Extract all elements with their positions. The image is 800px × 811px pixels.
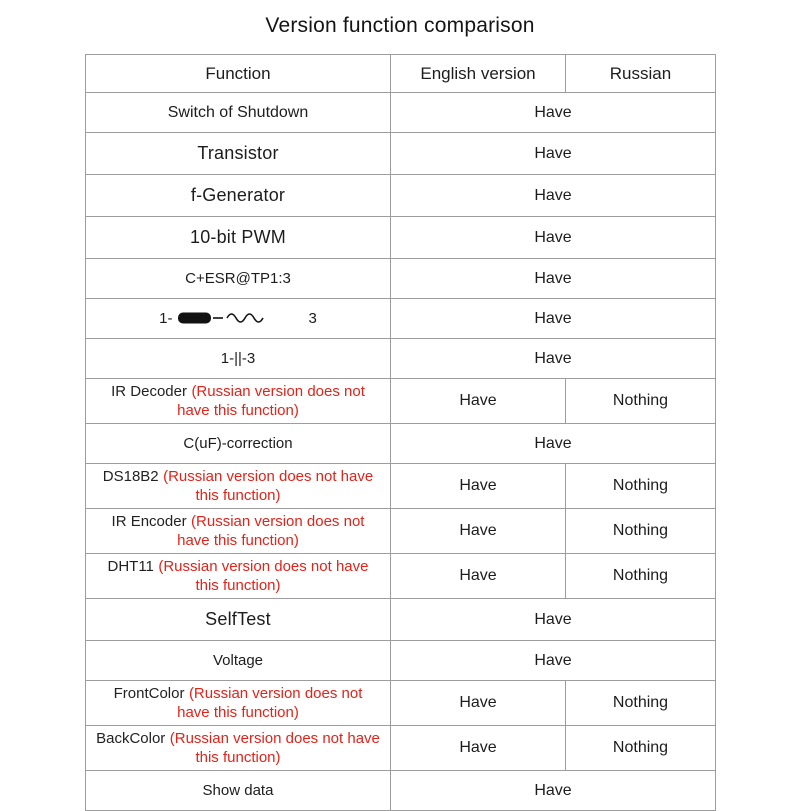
table-row xyxy=(86,339,716,379)
function-cell: SelfTest xyxy=(86,599,391,641)
russian-missing-note: (Russian version does not have this function) xyxy=(177,383,365,419)
function-name: BackColor xyxy=(96,730,166,747)
russian-missing-note: (Russian version does not have this function) xyxy=(158,558,369,594)
table-row xyxy=(86,771,716,811)
table-row xyxy=(86,681,716,726)
header-english-version: English version xyxy=(391,55,566,93)
russian-value-cell: Nothing xyxy=(566,726,716,771)
function-cell xyxy=(86,681,391,726)
russian-missing-note: (Russian version does not have this function) xyxy=(163,468,374,504)
merged-value-cell: Have xyxy=(391,771,716,811)
table-row xyxy=(86,726,716,771)
function-cell-inductor-symbol xyxy=(86,299,391,339)
function-cell xyxy=(86,379,391,424)
symbol-right-label: 3 xyxy=(308,309,317,327)
merged-value-cell: Have xyxy=(391,175,716,217)
table-row xyxy=(86,379,716,424)
function-cell: f-Generator xyxy=(86,175,391,217)
merged-value-cell: Have xyxy=(391,133,716,175)
merged-value-cell: Have xyxy=(391,641,716,681)
table-row xyxy=(86,554,716,599)
function-cell: Voltage xyxy=(86,641,391,681)
function-cell: 10-bit PWM xyxy=(86,217,391,259)
function-cell-capacitor-symbol: 1-||-3 xyxy=(86,339,391,379)
table-row xyxy=(86,93,716,133)
table-row xyxy=(86,641,716,681)
function-cell: Transistor xyxy=(86,133,391,175)
merged-value-cell: Have xyxy=(391,93,716,133)
comparison-table xyxy=(85,54,716,811)
table-row xyxy=(86,133,716,175)
inductor-coil-icon xyxy=(177,309,287,327)
function-cell: Switch of Shutdown xyxy=(86,93,391,133)
english-value-cell: Have xyxy=(391,726,566,771)
russian-value-cell: Nothing xyxy=(566,379,716,424)
english-value-cell: Have xyxy=(391,464,566,509)
table-row xyxy=(86,299,716,339)
english-value-cell: Have xyxy=(391,379,566,424)
merged-value-cell: Have xyxy=(391,599,716,641)
russian-missing-note: (Russian version does not have this function) xyxy=(177,685,363,721)
function-cell xyxy=(86,554,391,599)
english-value-cell: Have xyxy=(391,681,566,726)
function-cell: Show data xyxy=(86,771,391,811)
function-cell: C(uF)-correction xyxy=(86,424,391,464)
table-row xyxy=(86,217,716,259)
header-function: Function xyxy=(86,55,391,93)
english-value-cell: Have xyxy=(391,554,566,599)
function-name: FrontColor xyxy=(113,685,185,702)
merged-value-cell: Have xyxy=(391,217,716,259)
header-russian: Russian xyxy=(566,55,716,93)
table-row xyxy=(86,509,716,554)
russian-value-cell: Nothing xyxy=(566,554,716,599)
function-name: DHT11 xyxy=(107,558,154,575)
function-name: IR Decoder xyxy=(111,383,187,400)
table-row xyxy=(86,175,716,217)
russian-missing-note: (Russian version does not have this function) xyxy=(177,513,365,549)
russian-value-cell: Nothing xyxy=(566,464,716,509)
english-value-cell: Have xyxy=(391,509,566,554)
russian-missing-note: (Russian version does not have this function) xyxy=(169,730,380,766)
function-name: DS18B2 xyxy=(102,468,159,485)
inductor-symbol xyxy=(159,309,317,327)
function-cell xyxy=(86,464,391,509)
merged-value-cell: Have xyxy=(391,424,716,464)
function-cell xyxy=(86,726,391,771)
table-header-row xyxy=(86,55,716,93)
table-row xyxy=(86,599,716,641)
function-cell: C+ESR@TP1:3 xyxy=(86,259,391,299)
table-row xyxy=(86,259,716,299)
merged-value-cell: Have xyxy=(391,339,716,379)
symbol-left-label: 1- xyxy=(159,309,173,327)
function-name: IR Encoder xyxy=(111,513,187,530)
russian-value-cell: Nothing xyxy=(566,681,716,726)
table-row xyxy=(86,464,716,509)
russian-value-cell: Nothing xyxy=(566,509,716,554)
page-title: Version function comparison xyxy=(265,14,535,37)
function-cell xyxy=(86,509,391,554)
table-row xyxy=(86,424,716,464)
merged-value-cell: Have xyxy=(391,299,716,339)
merged-value-cell: Have xyxy=(391,259,716,299)
